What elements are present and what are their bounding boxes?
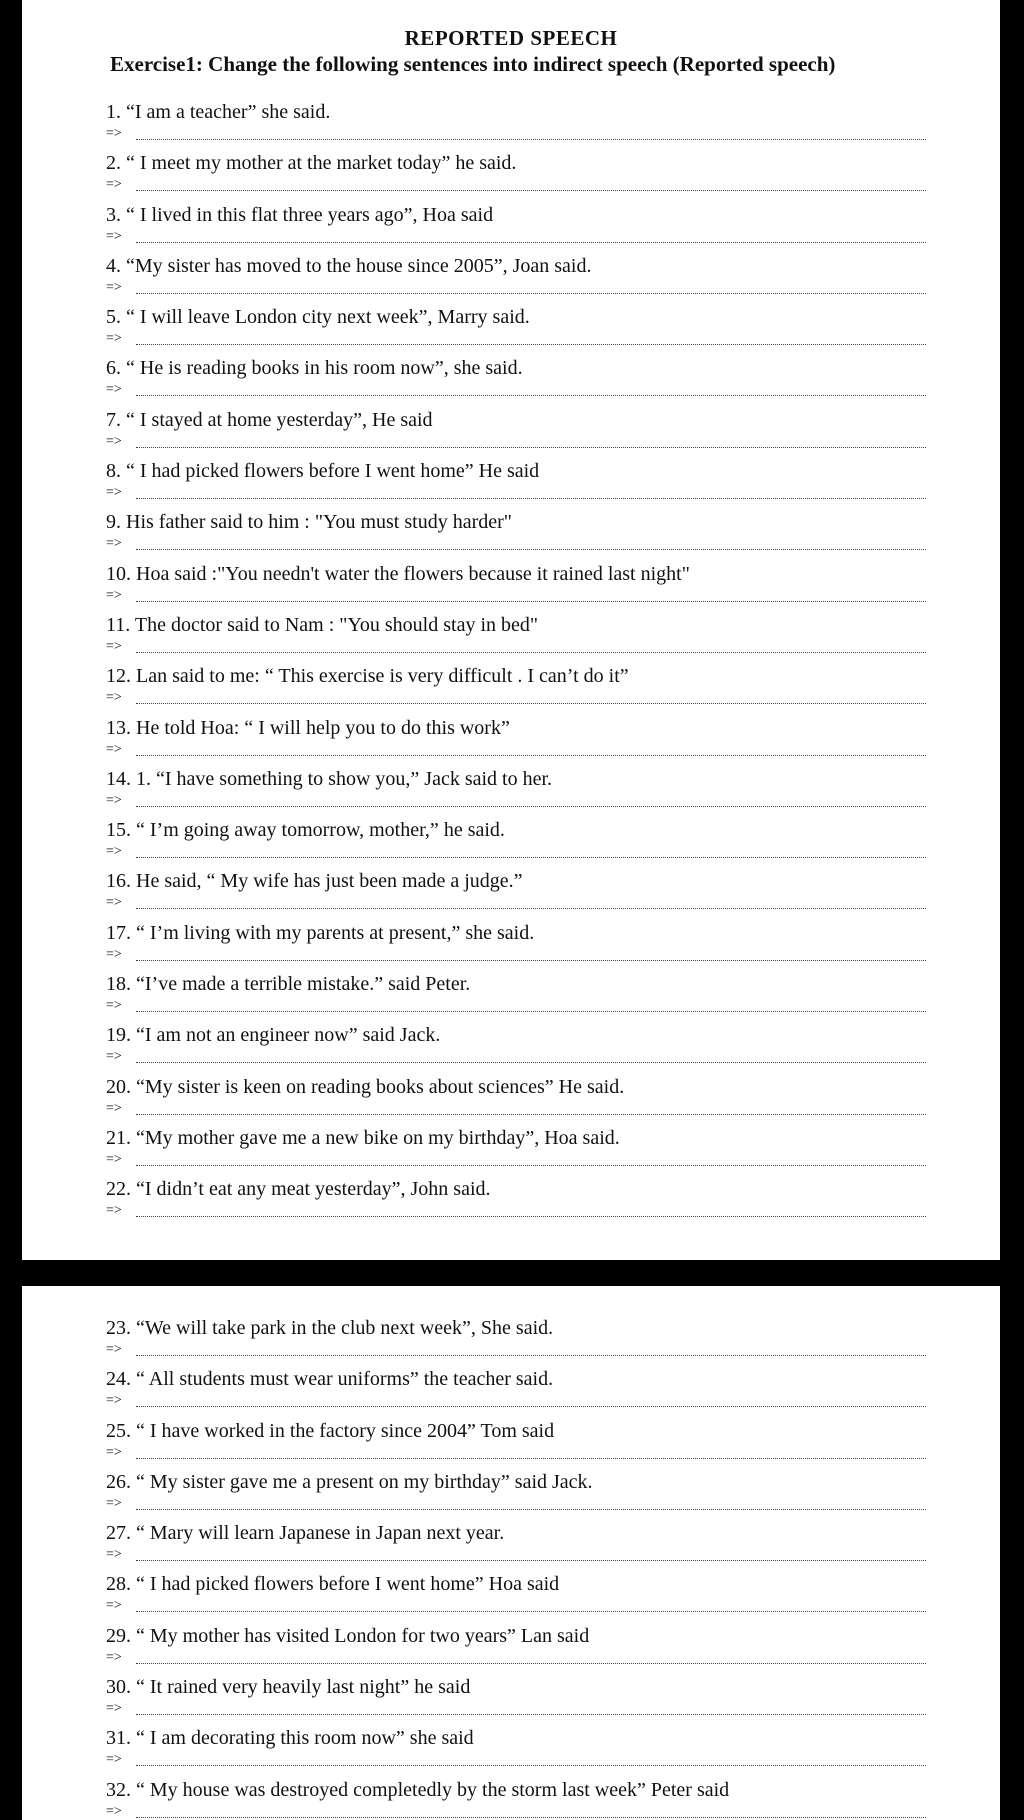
- answer-arrow: =>: [106, 1495, 122, 1511]
- exercise-item: [106, 100, 1000, 151]
- exercise-sentence: 17. “ I’m living with my parents at present,” she said.: [106, 921, 535, 944]
- dotted-blank[interactable]: [136, 344, 926, 345]
- exercise-sentence: 26. “ My sister gave me a present on my birthday” said Jack.: [106, 1470, 593, 1493]
- exercise-sentence: 14. 1. “I have something to show you,” Jack said to her.: [106, 767, 553, 790]
- worksheet-page-2: [22, 1286, 1000, 1820]
- dotted-blank[interactable]: [136, 1114, 926, 1115]
- dotted-blank[interactable]: [136, 908, 926, 909]
- exercise-item: [106, 151, 1000, 202]
- answer-line: [106, 740, 926, 760]
- exercise-sentence: 15. “ I’m going away tomorrow, mother,” he said.: [106, 819, 505, 842]
- dotted-blank[interactable]: [136, 755, 926, 756]
- exercise-sentence: 23. “We will take park in the club next week”, She said.: [106, 1317, 554, 1339]
- exercise-item: [106, 1023, 1000, 1074]
- exercise-item: [106, 562, 1000, 613]
- answer-arrow: =>: [106, 382, 122, 398]
- answer-arrow: =>: [106, 1701, 122, 1717]
- answer-arrow: =>: [106, 792, 122, 808]
- answer-line: [106, 842, 926, 862]
- page-title: REPORTED SPEECH: [404, 26, 618, 50]
- answer-line: [106, 1047, 926, 1067]
- answer-arrow: =>: [106, 1547, 122, 1563]
- exercise-item: [106, 869, 1000, 920]
- exercise-list-page-1: [106, 100, 1000, 1229]
- exercise-sentence: 22. “I didn’t eat any meat yesterday”, John said.: [106, 1178, 491, 1201]
- answer-arrow: =>: [106, 1598, 122, 1614]
- answer-line: [106, 1201, 926, 1221]
- dotted-blank[interactable]: [136, 1714, 926, 1715]
- dotted-blank[interactable]: [136, 960, 926, 961]
- answer-arrow: =>: [106, 1151, 122, 1167]
- dotted-blank[interactable]: [136, 1817, 926, 1818]
- exercise-item: [106, 254, 1000, 305]
- exercise-sentence: 21. “My mother gave me a new bike on my birthday”, Hoa said.: [106, 1126, 620, 1149]
- answer-arrow: =>: [106, 331, 122, 347]
- answer-line: [106, 329, 926, 349]
- dotted-blank[interactable]: [136, 139, 926, 140]
- answer-arrow: =>: [106, 1203, 122, 1219]
- dotted-blank[interactable]: [136, 1458, 926, 1459]
- exercise-sentence: 19. “I am not an engineer now” said Jack.: [106, 1024, 441, 1047]
- exercise-sentence: 2. “ I meet my mother at the market today” he said.: [106, 152, 517, 175]
- exercise-item: [106, 1675, 1000, 1726]
- exercise-sentence: 24. “ All students must wear uniforms” the teacher said.: [106, 1368, 554, 1391]
- exercise-item: [106, 1624, 1000, 1675]
- exercise-list-page-2: [106, 1316, 1000, 1820]
- answer-line: [106, 1648, 926, 1668]
- answer-arrow: =>: [106, 587, 122, 603]
- answer-line: [106, 893, 926, 913]
- exercise-sentence: 5. “ I will leave London city next week”, Marry said.: [106, 306, 530, 329]
- exercise-sentence: 28. “ I had picked flowers before I went home” Hoa said: [106, 1573, 560, 1596]
- answer-line: [106, 688, 926, 708]
- answer-line: [106, 1750, 926, 1770]
- exercise-item: [106, 305, 1000, 356]
- exercise-item: [106, 1367, 1000, 1418]
- answer-line: [106, 1391, 926, 1411]
- exercise-sentence: 1. “I am a teacher” she said.: [106, 101, 331, 123]
- dotted-blank[interactable]: [136, 1663, 926, 1664]
- answer-arrow: =>: [106, 998, 122, 1014]
- answer-line: [106, 227, 926, 247]
- answer-line: [106, 432, 926, 452]
- dotted-blank[interactable]: [136, 447, 926, 448]
- answer-arrow: =>: [106, 1752, 122, 1768]
- answer-line: [106, 637, 926, 657]
- exercise-sentence: 27. “ Mary will learn Japanese in Japan next year.: [106, 1522, 505, 1545]
- exercise-item: [106, 1521, 1000, 1572]
- dotted-blank[interactable]: [136, 549, 926, 550]
- answer-line: [106, 1150, 926, 1170]
- dotted-blank[interactable]: [136, 703, 926, 704]
- answer-arrow: =>: [106, 536, 122, 552]
- dotted-blank[interactable]: [136, 1062, 926, 1063]
- dotted-blank[interactable]: [136, 242, 926, 243]
- dotted-blank[interactable]: [136, 395, 926, 396]
- dotted-blank[interactable]: [136, 498, 926, 499]
- exercise-sentence: 16. He said, “ My wife has just been made a judge.”: [106, 870, 523, 893]
- exercise-item: [106, 510, 1000, 561]
- dotted-blank[interactable]: [136, 1011, 926, 1012]
- answer-arrow: =>: [106, 228, 122, 244]
- exercise-item: [106, 356, 1000, 407]
- exercise-sentence: 7. “ I stayed at home yesterday”, He said: [106, 408, 433, 431]
- exercise-sentence: 20. “My sister is keen on reading books about sciences” He said.: [106, 1075, 625, 1098]
- exercise-sentence: 18. “I’ve made a terrible mistake.” said Peter.: [106, 973, 471, 996]
- exercise-item: [106, 767, 1000, 818]
- exercise-item: [106, 1572, 1000, 1623]
- answer-arrow: =>: [106, 946, 122, 962]
- answer-arrow: =>: [106, 690, 122, 706]
- exercise-sentence: 31. “ I am decorating this room now” she said: [106, 1727, 474, 1750]
- answer-arrow: =>: [106, 433, 122, 449]
- answer-arrow: =>: [106, 638, 122, 654]
- exercise-sentence: 3. “ I lived in this flat three years ago”, Hoa said: [106, 203, 494, 226]
- answer-line: [106, 278, 926, 298]
- answer-arrow: =>: [106, 844, 122, 860]
- exercise-item: [106, 408, 1000, 459]
- dotted-blank[interactable]: [136, 190, 926, 191]
- exercise-sentence: 32. “ My house was destroyed completedly by the storm last week” Peter said: [106, 1778, 730, 1801]
- exercise-item: [106, 613, 1000, 664]
- exercise-sentence: 12. Lan said to me: “ This exercise is very difficult . I can’t do it”: [106, 665, 629, 688]
- exercise-item: [106, 972, 1000, 1023]
- exercise-item: [106, 203, 1000, 254]
- answer-line: [106, 175, 926, 195]
- exercise-sentence: 29. “ My mother has visited London for two years” Lan said: [106, 1624, 590, 1647]
- answer-arrow: =>: [106, 1393, 122, 1409]
- exercise-sentence: 11. The doctor said to Nam : "You should stay in bed": [106, 613, 539, 636]
- exercise-item: [106, 459, 1000, 510]
- exercise-sentence: 4. “My sister has moved to the house since 2005”, Joan said.: [106, 254, 592, 277]
- answer-arrow: =>: [106, 895, 122, 911]
- dotted-blank[interactable]: [136, 1560, 926, 1561]
- exercise-item: [106, 1126, 1000, 1177]
- answer-arrow: =>: [106, 485, 122, 501]
- exercise-sentence: 13. He told Hoa: “ I will help you to do this work”: [106, 716, 510, 739]
- exercise-item: [106, 1419, 1000, 1470]
- answer-arrow: =>: [106, 1342, 122, 1357]
- dotted-blank[interactable]: [136, 1765, 926, 1766]
- dotted-blank[interactable]: [136, 293, 926, 294]
- answer-arrow: =>: [106, 177, 122, 193]
- answer-arrow: =>: [106, 279, 122, 295]
- answer-line: [106, 380, 926, 400]
- answer-line: [106, 586, 926, 606]
- answer-line: [106, 1545, 926, 1565]
- dotted-blank[interactable]: [136, 1406, 926, 1407]
- answer-line: [106, 945, 926, 965]
- answer-arrow: =>: [106, 1649, 122, 1665]
- exercise-sentence: 30. “ It rained very heavily last night” he said: [106, 1676, 471, 1699]
- answer-line: [106, 124, 926, 144]
- exercise-sentence: 25. “ I have worked in the factory since 2004” Tom said: [106, 1419, 555, 1442]
- worksheet-page-1: [22, 0, 1000, 1260]
- answer-line: [106, 534, 926, 554]
- dotted-blank[interactable]: [136, 806, 926, 807]
- exercise-item: [106, 1177, 1000, 1228]
- dotted-blank[interactable]: [136, 1355, 926, 1356]
- exercise-item: [106, 1075, 1000, 1126]
- dotted-blank[interactable]: [136, 857, 926, 858]
- answer-arrow: =>: [106, 1444, 122, 1460]
- exercise-item: [106, 818, 1000, 869]
- exercise-item: [106, 921, 1000, 972]
- answer-arrow: =>: [106, 1049, 122, 1065]
- exercise-item: [106, 1778, 1000, 1820]
- answer-line: [106, 1099, 926, 1119]
- dotted-blank[interactable]: [136, 601, 926, 602]
- answer-arrow: =>: [106, 126, 122, 141]
- answer-line: [106, 1340, 926, 1360]
- answer-arrow: =>: [106, 1803, 122, 1819]
- dotted-blank[interactable]: [136, 652, 926, 653]
- exercise-item: [106, 1316, 1000, 1367]
- answer-arrow: =>: [106, 741, 122, 757]
- exercise-instruction: Exercise1: Change the following sentences into indirect speech (Reported speech): [110, 52, 836, 76]
- dotted-blank[interactable]: [136, 1509, 926, 1510]
- dotted-blank[interactable]: [136, 1165, 926, 1166]
- answer-line: [106, 791, 926, 811]
- answer-line: [106, 1443, 926, 1463]
- exercise-item: [106, 1470, 1000, 1521]
- exercise-sentence: 10. Hoa said :"You needn't water the flowers because it rained last night": [106, 562, 690, 585]
- exercise-item: [106, 716, 1000, 767]
- exercise-sentence: 9. His father said to him : "You must study harder": [106, 511, 512, 534]
- exercise-item: [106, 1726, 1000, 1777]
- answer-line: [106, 1802, 926, 1820]
- answer-line: [106, 1699, 926, 1719]
- answer-arrow: =>: [106, 1100, 122, 1116]
- answer-line: [106, 1596, 926, 1616]
- exercise-sentence: 6. “ He is reading books in his room now”, she said.: [106, 357, 523, 380]
- answer-line: [106, 483, 926, 503]
- dotted-blank[interactable]: [136, 1216, 926, 1217]
- dotted-blank[interactable]: [136, 1611, 926, 1612]
- exercise-item: [106, 664, 1000, 715]
- exercise-sentence: 8. “ I had picked flowers before I went home” He said: [106, 460, 540, 483]
- answer-line: [106, 996, 926, 1016]
- answer-line: [106, 1494, 926, 1514]
